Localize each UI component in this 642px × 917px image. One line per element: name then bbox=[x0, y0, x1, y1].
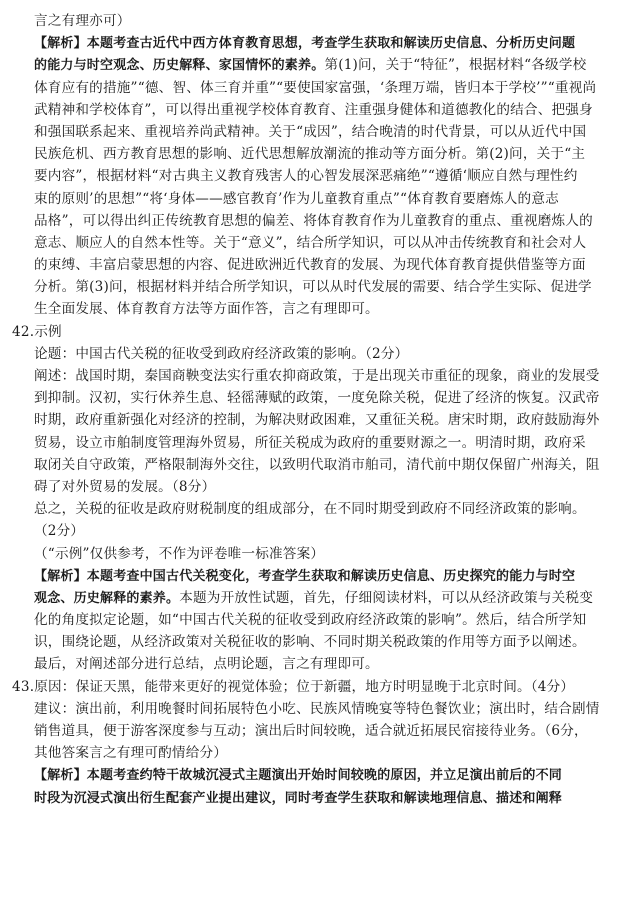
body-text: 第(1)问，关于“特征”，根据材料“各级学校 bbox=[324, 57, 587, 74]
body-text: 本题为开放性试题，首先，仔细阅读材料，可以从经济政策与关税变 bbox=[179, 589, 594, 606]
body-text: 生全面发展、体育教育方法等方面作答，言之有理即可。 bbox=[34, 301, 379, 318]
question-number: 43. bbox=[12, 678, 35, 695]
text-line bbox=[34, 298, 616, 320]
body-text: （2分） bbox=[34, 523, 85, 540]
text-line bbox=[34, 387, 616, 409]
text-line bbox=[34, 742, 616, 764]
body-text: 建议：演出前，利用晚餐时间拓展特色小吃、民族风情晚宴等特色餐饮业；演出时，结合剧情 bbox=[34, 700, 600, 717]
body-text: 取闭关自守政策，严格限制海外交往，以致明代取消市舶司，清代前中期仅保留广州海关，阻 bbox=[34, 456, 600, 473]
text-line bbox=[34, 609, 616, 631]
body-text: 要内容”，根据材料“对古典主义教育残害人的心智发展深恶痛绝”“遵循‘顺应自然与理性约 bbox=[34, 168, 578, 185]
body-text: 品格”，可以得出纠正传统教育思想的偏差、将体育教育作为儿童教育的重点、重视磨炼人的 bbox=[34, 212, 593, 229]
body-text: 束的原则’的思想”“将‘身体——感官教育’作为儿童教育重点”“体育教育要磨炼人的意志 bbox=[34, 190, 559, 207]
text-line bbox=[34, 720, 616, 742]
text-line bbox=[34, 365, 616, 387]
text-line bbox=[34, 764, 616, 786]
text-line bbox=[34, 10, 616, 32]
body-text: 论题：中国古代关税的征收受到政府经济政策的影响。（2分） bbox=[34, 345, 409, 362]
text-line bbox=[34, 121, 616, 143]
text-line bbox=[34, 498, 616, 520]
text-line bbox=[34, 77, 616, 99]
text-line bbox=[34, 409, 616, 431]
text-line bbox=[34, 631, 616, 653]
text-line bbox=[34, 343, 616, 365]
body-text: 最后，对阐述部分进行总结，点明论题，言之有理即可。 bbox=[34, 656, 379, 673]
body-text: 化的角度拟定论题，如“中国古代关税的征收受到政府经济政策的影响”。然后，结合所学知 bbox=[34, 612, 587, 629]
body-text: （“示例”仅供参考，不作为评卷唯一标准答案） bbox=[34, 545, 325, 562]
body-text: 原因：保证天黑，能带来更好的视觉体验；位于新疆，地方时明显晚于北京时间。（4分） bbox=[34, 678, 575, 695]
text-line bbox=[34, 32, 616, 54]
body-text: 识，围绕论题，从经济政策对关税征收的影响、不同时期关税政策的作用等方面予以阐述。 bbox=[34, 634, 586, 651]
body-text: 销售道具，便于游客深度参与互动；演出后时间较晚，适合就近拓展民宿接待业务。（6分， bbox=[34, 723, 588, 739]
question-number: 42. bbox=[12, 323, 35, 340]
body-text: 总之，关税的征收是政府财税制度的组成部分，在不同时期受到政府不同经济政策的影响。 bbox=[34, 501, 586, 518]
text-line bbox=[34, 99, 616, 121]
text-line bbox=[34, 432, 616, 454]
body-text: 其他答案言之有理可酌情给分） bbox=[34, 745, 228, 762]
body-text: 体育应有的措施”“德、智、体三育并重”“要使国家富强，‘条理万端，皆归本于学校’”“重视尚 bbox=[34, 79, 597, 96]
text-line bbox=[34, 653, 616, 675]
body-text: 言之有理亦可） bbox=[34, 13, 131, 29]
bold-analysis-text: 的能力与时空观念、历史解释、家国情怀的素养。 bbox=[34, 58, 325, 74]
text-line bbox=[34, 520, 616, 542]
body-text: 示例 bbox=[34, 323, 62, 340]
text-line bbox=[34, 565, 616, 587]
text-line bbox=[12, 321, 616, 343]
text-line bbox=[34, 587, 616, 609]
body-text: 武精神和学校体育”，可以得出重视学校体育教育、注重强身健体和道德教化的结合、把强身 bbox=[34, 101, 593, 118]
text-line bbox=[34, 165, 616, 187]
text-line bbox=[12, 676, 616, 698]
text-line bbox=[34, 787, 616, 809]
bold-analysis-text: 【解析】本题考查约特干故城沉浸式主题演出开始时间较晚的原因，并立足演出前后的不同 bbox=[34, 768, 563, 784]
body-text: 碍了对外贸易的发展。（8分） bbox=[34, 478, 216, 495]
text-line bbox=[34, 143, 616, 165]
body-text: 阐述：战国时期，秦国商鞅变法实行重农抑商政策，于是出现关市重征的现象，商业的发展受 bbox=[34, 368, 600, 384]
body-text: 意志、顺应人的自然本性等。关于“意义”，结合所学知识，可以从冲击传统教育和社会对人 bbox=[34, 234, 587, 251]
bold-analysis-text: 【解析】本题考查中国古代关税变化，考查学生获取和解读历史信息、历史探究的能力与时空 bbox=[34, 568, 576, 584]
text-line bbox=[34, 476, 616, 498]
text-line bbox=[34, 254, 616, 276]
text-line bbox=[34, 54, 616, 76]
body-text: 到抑制。汉初，实行休养生息、轻徭薄赋的政策，一度免除关税，促进了经济的恢复。汉武帝 bbox=[34, 390, 600, 407]
body-text: 贸易，设立市舶制度管理海外贸易，所征关税成为政府的重要财源之一。明清时期，政府采 bbox=[34, 434, 586, 451]
text-line bbox=[34, 232, 616, 254]
bold-analysis-text: 【解析】本题考查古近代中西方体育教育思想，考查学生获取和解读历史信息、分析历史问题 bbox=[34, 36, 576, 52]
body-text: 民族危机、西方教育思想的影响、近代思想解放潮流的推动等方面分析。第(2)问，关于“主 bbox=[34, 146, 586, 163]
body-text: 和强国联系起来、重视培养尚武精神。关于“成因”，结合晚清的时代背景，可以从近代中国 bbox=[34, 123, 587, 140]
bold-analysis-text: 时段为沉浸式演出衍生配套产业提出建议，同时考查学生获取和解读地理信息、描述和阐释 bbox=[34, 790, 563, 806]
text-line bbox=[34, 543, 616, 565]
text-line bbox=[34, 454, 616, 476]
text-line bbox=[34, 188, 616, 210]
body-text: 时期，政府重新强化对经济的控制，为解决财政困难，又重征关税。唐宋时期，政府鼓励海外 bbox=[34, 412, 600, 429]
text-line bbox=[34, 210, 616, 232]
body-text: 分析。第(3)问，根据材料并结合所学知识，可以从时代发展的需要、结合学生实际、促进学 bbox=[34, 279, 592, 296]
body-text: 的束缚、丰富启蒙思想的内容、促进欧洲近代教育的发展、为现代体育教育提供借鉴等方面 bbox=[34, 257, 586, 274]
text-line bbox=[34, 276, 616, 298]
bold-analysis-text: 观念、历史解释的素养。 bbox=[34, 590, 180, 606]
text-line bbox=[34, 698, 616, 720]
